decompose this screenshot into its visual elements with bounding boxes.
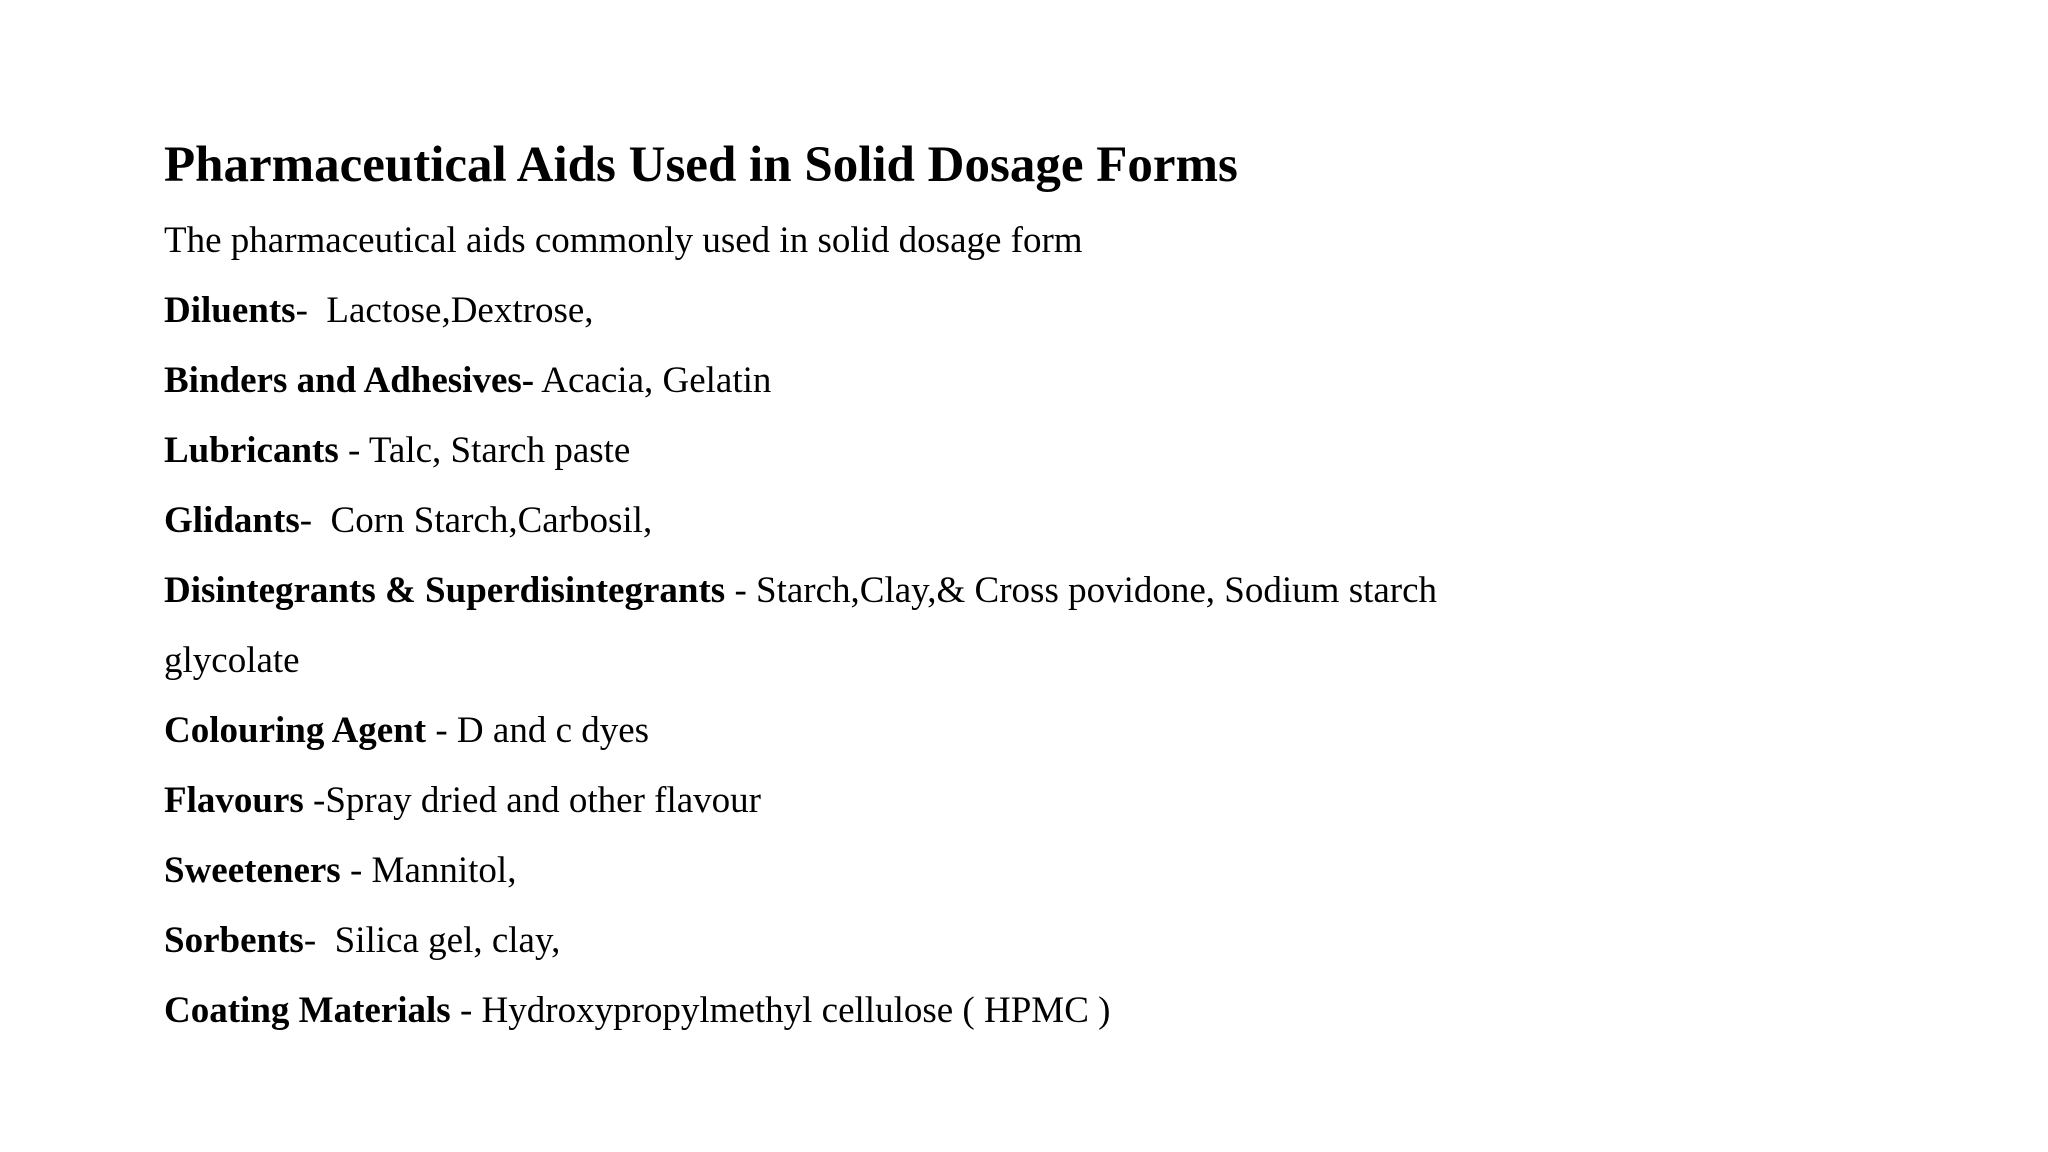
list-item (164, 416, 1924, 486)
list-item (164, 346, 1924, 416)
item-term: Binders and Adhesives- (164, 360, 535, 401)
list-item (164, 276, 1924, 346)
list-item (164, 696, 1924, 766)
item-term: Coating Materials (164, 990, 451, 1031)
list-item (164, 836, 1924, 906)
item-text: Acacia, Gelatin (534, 360, 772, 401)
intro-text: The pharmaceutical aids commonly used in solid dosage form (164, 220, 1083, 261)
item-text: glycolate (164, 640, 300, 681)
item-term: Colouring Agent (164, 710, 427, 751)
item-term: Sweeteners (164, 850, 341, 891)
item-text: - Hydroxypropylmethyl cellulose ( HPMC ) (450, 990, 1111, 1031)
item-text: - D and c dyes (426, 710, 650, 751)
item-text: - Talc, Starch paste (338, 430, 631, 471)
list-item (164, 976, 1924, 1046)
item-text: - Corn Starch,Carbosil, (299, 500, 653, 541)
item-text: - Starch,Clay,& Cross povidone, Sodium starch (725, 570, 1438, 611)
item-term: Sorbents (164, 920, 304, 961)
item-text: - Mannitol, (340, 850, 517, 891)
page-title: Pharmaceutical Aids Used in Solid Dosage Forms (164, 137, 1238, 193)
list-item (164, 486, 1924, 556)
list-item (164, 556, 1924, 626)
list-item (164, 906, 1924, 976)
item-term: Lubricants (164, 430, 339, 471)
item-term: Flavours (164, 780, 304, 821)
item-term: Diluents (164, 290, 296, 331)
list-item-continuation (164, 626, 1924, 696)
list-item (164, 766, 1924, 836)
item-term: Glidants (164, 500, 300, 541)
item-text: - Lactose,Dextrose, (295, 290, 594, 331)
slide-content (164, 134, 1924, 1046)
item-text: -Spray dried and other flavour (303, 780, 761, 821)
item-text: - Silica gel, clay, (303, 920, 561, 961)
item-term: Disintegrants & Superdisintegrants (164, 570, 726, 611)
